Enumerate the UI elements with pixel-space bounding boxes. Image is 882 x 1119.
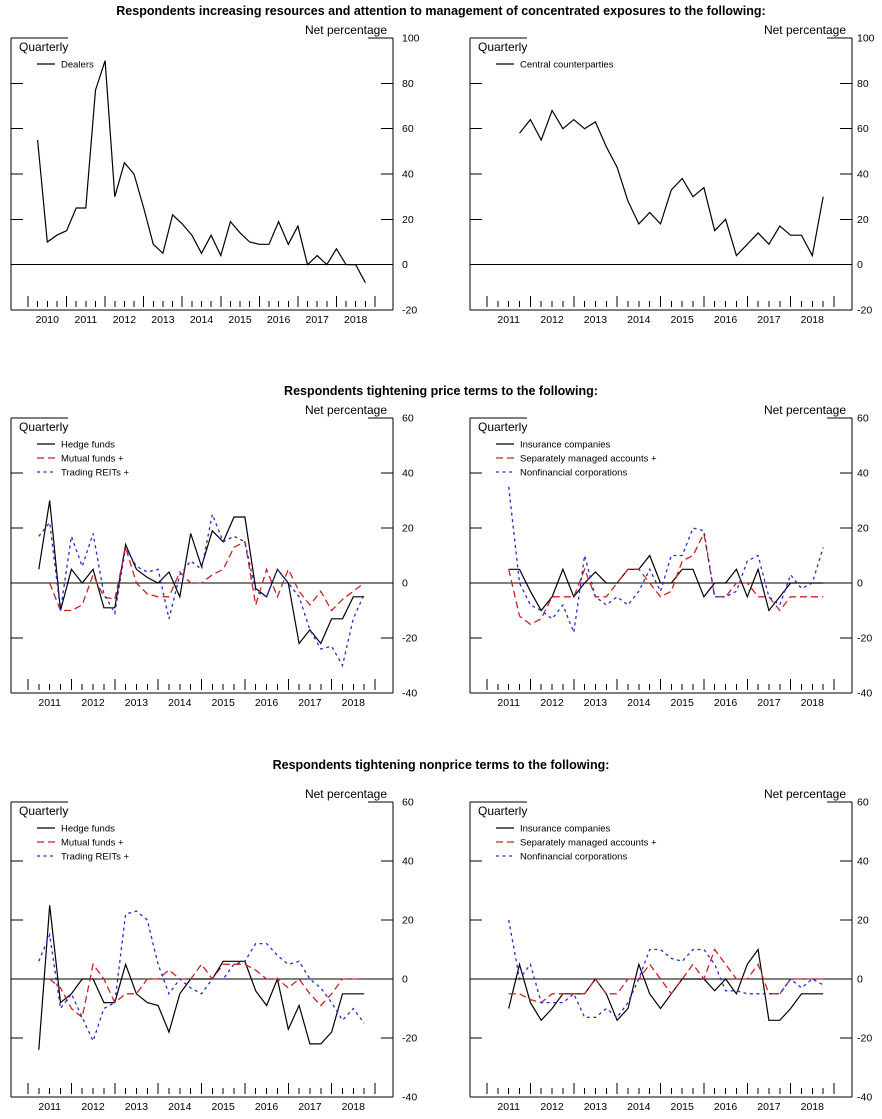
x-axis-year-label: 2012 — [81, 697, 105, 709]
y-axis-tick-label: 0 — [857, 259, 863, 272]
x-axis-year-label: 2011 — [38, 697, 61, 709]
x-axis-year-label: 2014 — [168, 1101, 192, 1113]
y-axis-tick-label: 40 — [857, 855, 869, 868]
x-axis-year-label: 2013 — [583, 1101, 608, 1113]
series-line-insurance-companies — [509, 950, 824, 1021]
x-axis-year-label: 2016 — [713, 314, 738, 326]
y-axis-tick-label: -20 — [857, 304, 873, 317]
chart-dealers — [11, 33, 420, 327]
x-axis-year-label: 2011 — [497, 314, 520, 326]
y-axis-tick-label: 60 — [402, 412, 414, 425]
series-line-separately-managed-accounts — [509, 534, 824, 625]
y-axis-tick-label: 20 — [857, 914, 869, 927]
chart-frame — [11, 38, 393, 310]
y-axis-tick-label: 20 — [402, 522, 414, 535]
x-axis-year-label: 2015 — [670, 1101, 694, 1113]
chart-price-terms-funds — [11, 413, 417, 710]
legend-label-insurance-companies: Insurance companies — [520, 439, 611, 451]
y-axis-tick-label: 80 — [402, 77, 414, 90]
y-axis-tick-label: -40 — [857, 1091, 873, 1104]
legend-label-central-counterparties: Central counterparties — [520, 59, 614, 71]
figure-title-resources: Respondents increasing resources and attention to management of concentrated exposures to the following: — [116, 4, 766, 18]
x-axis-year-label: 2011 — [74, 314, 98, 326]
y-axis-tick-label: -20 — [402, 304, 418, 317]
y-axis-tick-label: 20 — [402, 914, 414, 927]
y-axis-tick-label: 60 — [857, 412, 869, 425]
quarterly-label-dealers: Quarterly — [19, 40, 69, 54]
x-axis-year-label: 2018 — [800, 697, 824, 709]
x-axis-year-label: 2012 — [540, 697, 564, 709]
chart-central-counterparties — [470, 33, 875, 327]
legend-label-separately-managed-accounts: Separately managed accounts + — [520, 453, 657, 465]
net-percentage-label-ccp: Net percentage — [763, 23, 846, 37]
y-axis-tick-label: 20 — [857, 213, 869, 226]
x-axis-year-label: 2014 — [189, 314, 214, 326]
x-axis-year-label: 2014 — [627, 1101, 651, 1113]
legend-label-dealers: Dealers — [61, 59, 94, 71]
x-axis-year-label: 2011 — [38, 1101, 61, 1113]
y-axis-tick-label: -20 — [857, 1032, 873, 1045]
x-axis-year-label: 2012 — [540, 314, 564, 326]
x-axis-year-label: 2015 — [670, 314, 694, 326]
x-axis-year-label: 2018 — [341, 1101, 365, 1113]
x-axis-year-label: 2013 — [124, 697, 149, 709]
y-axis-tick-label: -40 — [402, 1091, 418, 1104]
x-axis-year-label: 2012 — [540, 1101, 564, 1113]
y-axis-tick-label: 100 — [402, 32, 420, 45]
chart-nonprice-terms-other-clients — [470, 797, 872, 1114]
y-axis-tick-label: -20 — [402, 1032, 418, 1045]
x-axis-year-label: 2015 — [211, 697, 235, 709]
chart-price-terms-other-clients — [470, 413, 872, 710]
net-percentage-label-price-other: Net percentage — [763, 403, 846, 417]
x-axis-year-label: 2013 — [583, 697, 608, 709]
chart-nonprice-terms-funds — [11, 797, 417, 1114]
y-axis-tick-label: 0 — [402, 973, 408, 986]
x-axis-year-label: 2017 — [757, 314, 781, 326]
x-axis-year-label: 2018 — [800, 1101, 824, 1113]
y-axis-tick-label: 0 — [402, 577, 408, 590]
y-axis-tick-label: 40 — [402, 855, 414, 868]
legend-label-hedge-funds: Hedge funds — [61, 823, 115, 835]
series-line-mutual-funds — [50, 964, 365, 1017]
series-line-dealers — [38, 61, 366, 283]
quarterly-label-nonprice-other: Quarterly — [478, 804, 528, 818]
series-line-nonfinancial-corporations — [509, 920, 824, 1017]
legend-label-trading-reits: Trading REITs + — [61, 851, 130, 863]
legend-label-hedge-funds: Hedge funds — [61, 439, 115, 451]
series-line-central-counterparties — [520, 111, 824, 256]
x-axis-year-label: 2016 — [254, 1101, 279, 1113]
y-axis-tick-label: 80 — [857, 77, 869, 90]
x-axis-year-label: 2015 — [228, 314, 252, 326]
y-axis-tick-label: -20 — [402, 632, 418, 645]
legend-label-mutual-funds: Mutual funds + — [61, 453, 124, 465]
x-axis-year-label: 2014 — [627, 314, 651, 326]
x-axis-year-label: 2010 — [35, 314, 59, 326]
series-line-hedge-funds — [39, 905, 364, 1050]
y-axis-tick-label: -40 — [857, 687, 873, 700]
quarterly-label-ccp: Quarterly — [478, 40, 528, 54]
series-line-hedge-funds — [39, 501, 364, 644]
net-percentage-label-nonprice-other: Net percentage — [763, 787, 846, 801]
y-axis-tick-label: 40 — [402, 467, 414, 480]
x-axis-year-label: 2013 — [583, 314, 608, 326]
x-axis-year-label: 2017 — [305, 314, 329, 326]
net-percentage-label-nonprice-funds: Net percentage — [304, 787, 387, 801]
x-axis-year-label: 2017 — [757, 697, 781, 709]
x-axis-year-label: 2015 — [211, 1101, 235, 1113]
quarterly-label-nonprice-funds: Quarterly — [19, 804, 69, 818]
net-percentage-label-dealers: Net percentage — [304, 23, 387, 37]
legend-label-insurance-companies: Insurance companies — [520, 823, 611, 835]
x-axis-year-label: 2018 — [800, 314, 824, 326]
x-axis-year-label: 2018 — [341, 697, 365, 709]
y-axis-tick-label: 20 — [857, 522, 869, 535]
x-axis-year-label: 2014 — [168, 697, 192, 709]
y-axis-tick-label: 0 — [857, 973, 863, 986]
y-axis-tick-label: 40 — [857, 467, 869, 480]
x-axis-year-label: 2013 — [124, 1101, 149, 1113]
quarterly-label-price-funds: Quarterly — [19, 420, 69, 434]
y-axis-tick-label: 0 — [402, 259, 408, 272]
x-axis-year-label: 2016 — [266, 314, 291, 326]
legend-label-mutual-funds: Mutual funds + — [61, 837, 124, 849]
chart-layer — [11, 33, 875, 1114]
net-percentage-label-price-funds: Net percentage — [304, 403, 387, 417]
x-axis-year-label: 2012 — [81, 1101, 105, 1113]
y-axis-tick-label: 0 — [857, 577, 863, 590]
x-axis-year-label: 2014 — [627, 697, 651, 709]
x-axis-year-label: 2015 — [670, 697, 694, 709]
y-axis-tick-label: -40 — [402, 687, 418, 700]
legend-label-separately-managed-accounts: Separately managed accounts + — [520, 837, 657, 849]
x-axis-year-label: 2012 — [112, 314, 137, 326]
figure-title-nonprice-terms: Respondents tightening nonprice terms to the following: — [272, 758, 610, 772]
x-axis-year-label: 2011 — [497, 1101, 520, 1113]
x-axis-year-label: 2013 — [151, 314, 175, 326]
x-axis-year-label: 2016 — [254, 697, 279, 709]
x-axis-year-label: 2011 — [497, 697, 520, 709]
y-axis-tick-label: 100 — [857, 32, 875, 45]
x-axis-year-label: 2018 — [344, 314, 368, 326]
y-axis-tick-label: -20 — [857, 632, 873, 645]
y-axis-tick-label: 60 — [402, 796, 414, 809]
y-axis-tick-label: 40 — [857, 168, 869, 181]
x-axis-year-label: 2016 — [713, 1101, 738, 1113]
chart-frame — [470, 38, 852, 310]
y-axis-tick-label: 60 — [402, 123, 414, 136]
y-axis-tick-label: 60 — [857, 796, 869, 809]
x-axis-year-label: 2017 — [298, 697, 322, 709]
x-axis-year-label: 2017 — [757, 1101, 781, 1113]
figure-title-price-terms: Respondents tightening price terms to the following: — [284, 384, 598, 398]
quarterly-label-price-other: Quarterly — [478, 420, 528, 434]
legend-label-nonfinancial-corporations: Nonfinancial corporations — [520, 467, 628, 479]
x-axis-year-label: 2017 — [298, 1101, 322, 1113]
y-axis-tick-label: 40 — [402, 168, 414, 181]
series-line-trading-reits — [39, 911, 364, 1041]
legend-label-nonfinancial-corporations: Nonfinancial corporations — [520, 851, 628, 863]
x-axis-year-label: 2016 — [713, 697, 738, 709]
legend-label-trading-reits: Trading REITs + — [61, 467, 130, 479]
y-axis-tick-label: 20 — [402, 213, 414, 226]
series-line-nonfinancial-corporations — [509, 487, 824, 633]
series-line-separately-managed-accounts — [509, 950, 824, 1003]
y-axis-tick-label: 60 — [857, 123, 869, 136]
